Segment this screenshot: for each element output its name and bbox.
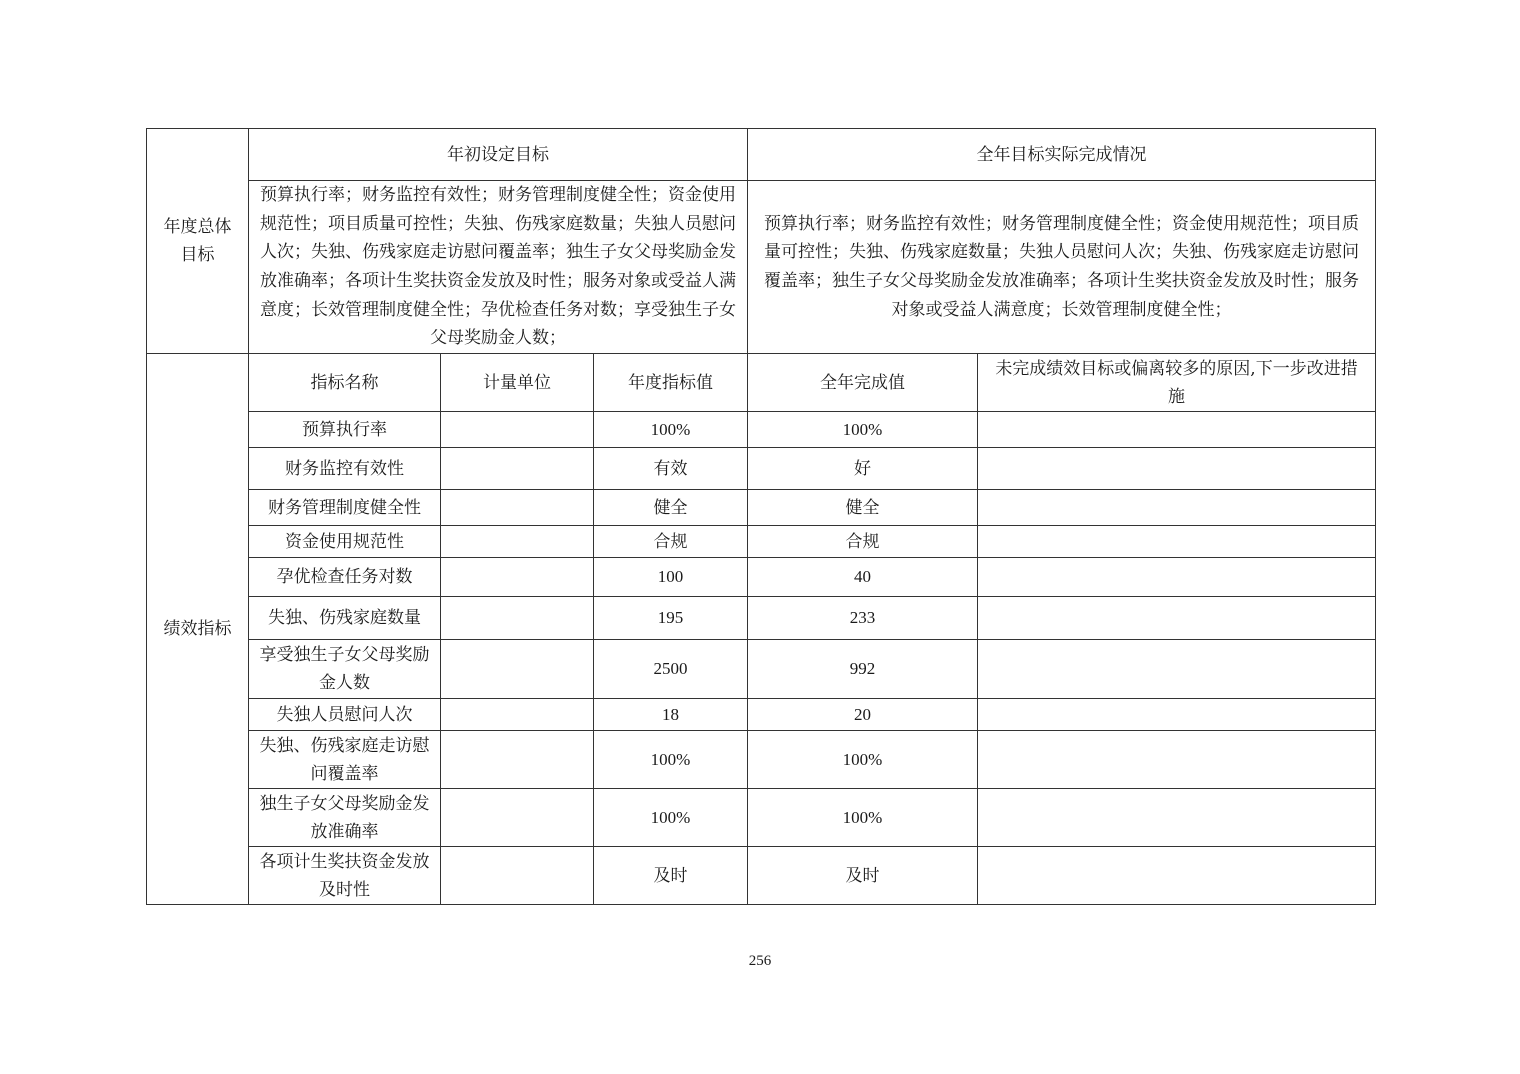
indicator-unit bbox=[441, 412, 594, 448]
indicator-unit bbox=[441, 731, 594, 789]
indicator-actual: 合规 bbox=[748, 526, 978, 558]
actual-completion-text: 预算执行率；财务监控有效性；财务管理制度健全性；资金使用规范性；项目质量可控性；失独、伤残家庭数量；失独人员慰问人次；失独、伤残家庭走访慰问覆盖率；独生子女父母奖励金发放准确率；各项计生奖扶资金发放及时性；服务对象或受益人满意度；长效管理制度健全性； bbox=[748, 181, 1376, 354]
indicator-name: 资金使用规范性 bbox=[249, 526, 441, 558]
table-row bbox=[147, 640, 1376, 699]
indicator-unit bbox=[441, 490, 594, 526]
indicator-unit bbox=[441, 699, 594, 731]
indicator-target: 及时 bbox=[594, 847, 748, 905]
indicator-target: 健全 bbox=[594, 490, 748, 526]
table-row bbox=[147, 490, 1376, 526]
indicator-actual: 100% bbox=[748, 789, 978, 847]
indicator-unit bbox=[441, 526, 594, 558]
actual-completion-header: 全年目标实际完成情况 bbox=[748, 129, 1376, 181]
set-target-header: 年初设定目标 bbox=[249, 129, 748, 181]
goal-header-row bbox=[147, 129, 1376, 181]
table-row bbox=[147, 412, 1376, 448]
indicator-unit bbox=[441, 640, 594, 699]
indicator-name: 享受独生子女父母奖励金人数 bbox=[249, 640, 441, 699]
indicator-actual: 及时 bbox=[748, 847, 978, 905]
indicator-reason bbox=[978, 731, 1376, 789]
indicator-target: 100 bbox=[594, 558, 748, 597]
indicator-target: 有效 bbox=[594, 448, 748, 490]
indicator-target: 100% bbox=[594, 789, 748, 847]
indicator-name: 失独、伤残家庭数量 bbox=[249, 597, 441, 640]
table-row bbox=[147, 699, 1376, 731]
indicator-actual: 233 bbox=[748, 597, 978, 640]
indicator-header-row bbox=[147, 354, 1376, 412]
column-header-actual: 全年完成值 bbox=[748, 354, 978, 412]
indicator-reason bbox=[978, 789, 1376, 847]
column-header-name: 指标名称 bbox=[249, 354, 441, 412]
indicator-unit bbox=[441, 558, 594, 597]
indicator-target: 2500 bbox=[594, 640, 748, 699]
indicator-reason bbox=[978, 412, 1376, 448]
table-row bbox=[147, 597, 1376, 640]
indicator-unit bbox=[441, 448, 594, 490]
indicator-actual: 好 bbox=[748, 448, 978, 490]
indicator-target: 100% bbox=[594, 412, 748, 448]
indicator-reason bbox=[978, 558, 1376, 597]
indicator-actual: 100% bbox=[748, 412, 978, 448]
column-header-reason: 未完成绩效目标或偏离较多的原因,下一步改进措施 bbox=[978, 354, 1376, 412]
indicator-name: 各项计生奖扶资金发放及时性 bbox=[249, 847, 441, 905]
table-row bbox=[147, 789, 1376, 847]
indicator-name: 失独人员慰问人次 bbox=[249, 699, 441, 731]
indicator-target: 18 bbox=[594, 699, 748, 731]
indicator-target: 合规 bbox=[594, 526, 748, 558]
indicator-unit bbox=[441, 597, 594, 640]
indicator-name: 独生子女父母奖励金发放准确率 bbox=[249, 789, 441, 847]
column-header-unit: 计量单位 bbox=[441, 354, 594, 412]
indicator-name: 孕优检查任务对数 bbox=[249, 558, 441, 597]
indicator-target: 195 bbox=[594, 597, 748, 640]
indicator-actual: 100% bbox=[748, 731, 978, 789]
goal-content-row bbox=[147, 181, 1376, 354]
table-row bbox=[147, 526, 1376, 558]
table-row bbox=[147, 847, 1376, 905]
indicator-reason bbox=[978, 490, 1376, 526]
indicator-reason bbox=[978, 448, 1376, 490]
set-target-text: 预算执行率；财务监控有效性；财务管理制度健全性；资金使用规范性；项目质量可控性；失独、伤残家庭数量；失独人员慰问人次；失独、伤残家庭走访慰问覆盖率；独生子女父母奖励金发放准确率；各项计生奖扶资金发放及时性；服务对象或受益人满意度；长效管理制度健全性；孕优检查任务对数；享受独生子女父母奖励金人数； bbox=[249, 181, 748, 354]
column-header-target: 年度指标值 bbox=[594, 354, 748, 412]
indicator-target: 100% bbox=[594, 731, 748, 789]
indicator-actual: 20 bbox=[748, 699, 978, 731]
indicator-reason bbox=[978, 597, 1376, 640]
indicator-actual: 健全 bbox=[748, 490, 978, 526]
page-number: 256 bbox=[748, 953, 772, 969]
indicator-reason bbox=[978, 640, 1376, 699]
overall-goal-label: 年度总体目标 bbox=[147, 129, 249, 354]
indicator-name: 财务管理制度健全性 bbox=[249, 490, 441, 526]
indicator-unit bbox=[441, 847, 594, 905]
table-row bbox=[147, 448, 1376, 490]
table-row bbox=[147, 558, 1376, 597]
indicator-name: 失独、伤残家庭走访慰问覆盖率 bbox=[249, 731, 441, 789]
indicator-actual: 40 bbox=[748, 558, 978, 597]
indicators-label: 绩效指标 bbox=[147, 354, 249, 905]
indicator-reason bbox=[978, 847, 1376, 905]
indicator-reason bbox=[978, 699, 1376, 731]
indicator-name: 预算执行率 bbox=[249, 412, 441, 448]
indicator-name: 财务监控有效性 bbox=[249, 448, 441, 490]
performance-table bbox=[146, 128, 1376, 905]
indicator-reason bbox=[978, 526, 1376, 558]
indicator-actual: 992 bbox=[748, 640, 978, 699]
indicator-unit bbox=[441, 789, 594, 847]
table-row bbox=[147, 731, 1376, 789]
